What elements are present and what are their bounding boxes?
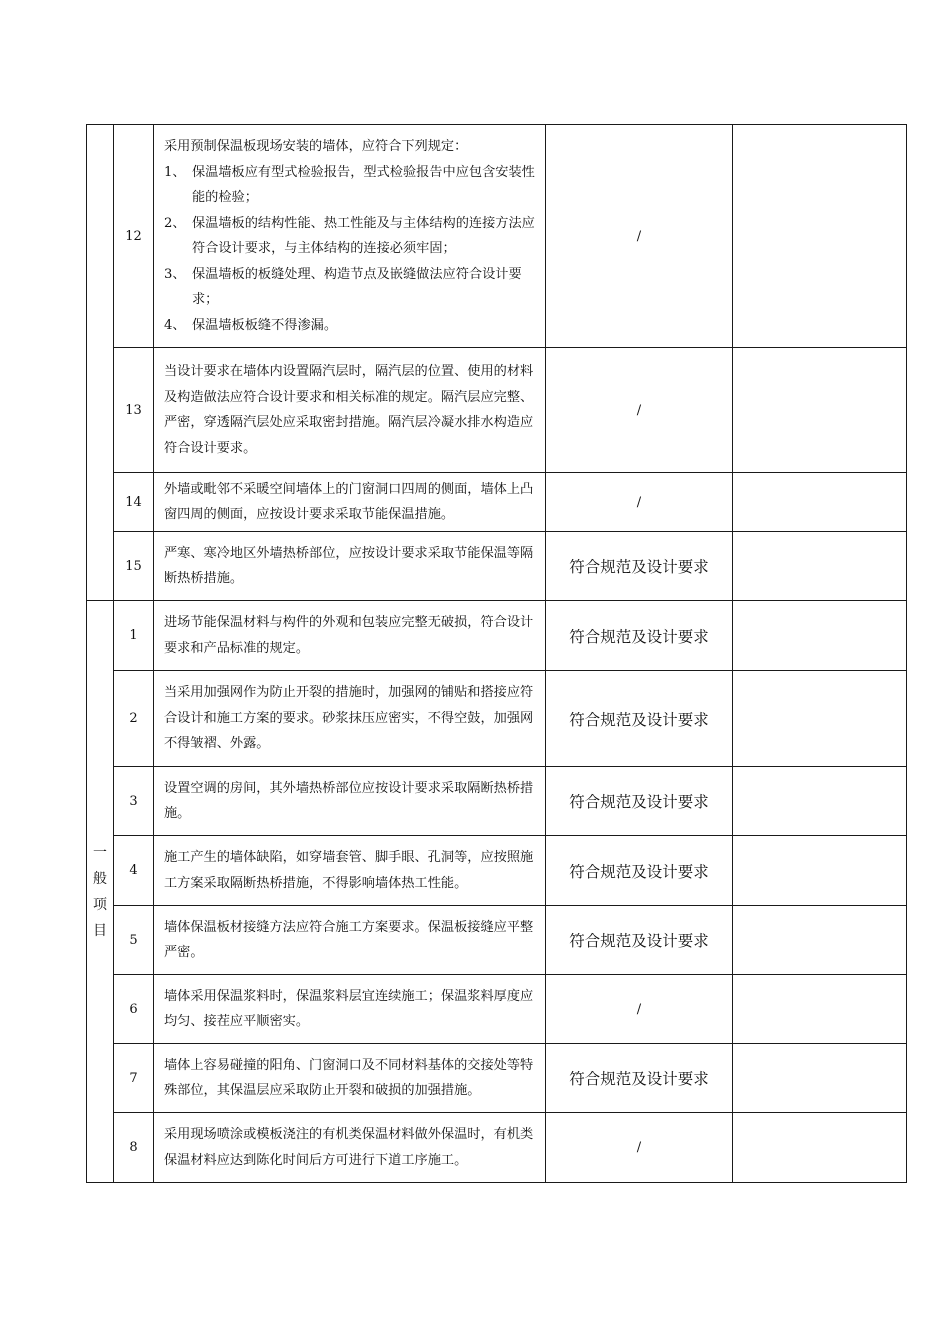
table-row: [87, 836, 907, 906]
requirement-subitem: 3、 保温墙板的板缝处理、构造节点及嵌缝做法应符合设计要求；: [164, 266, 522, 307]
remark-cell: [733, 601, 907, 671]
item-number: 5: [114, 906, 154, 975]
table-row: [87, 532, 907, 601]
table-row: [87, 473, 907, 532]
inspection-result: 符合规范及设计要求: [546, 671, 733, 767]
table-row: [87, 348, 907, 473]
requirement-text: 设置空调的房间，其外墙热桥部位应按设计要求采取隔断热桥措施。: [154, 767, 546, 836]
inspection-result: /: [546, 1113, 733, 1183]
remark-cell: [733, 1113, 907, 1183]
remark-cell: [733, 836, 907, 906]
category-char: 般: [93, 870, 107, 887]
remark-cell: [733, 1044, 907, 1113]
item-number: 3: [114, 767, 154, 836]
table-row: [87, 767, 907, 836]
table-row: [87, 1044, 907, 1113]
general-items-category: [87, 601, 114, 1183]
requirement-text: 严寒、寒冷地区外墙热桥部位，应按设计要求采取节能保温等隔断热桥措施。: [154, 532, 546, 601]
item-number: 8: [114, 1113, 154, 1183]
remark-cell: [733, 906, 907, 975]
item-number: 12: [114, 125, 154, 348]
remark-cell: [733, 671, 907, 767]
requirement-text: 外墙或毗邻不采暖空间墙体上的门窗洞口四周的侧面，墙体上凸窗四周的侧面，应按设计要求采取节能保温措施。: [154, 473, 546, 532]
inspection-result: 符合规范及设计要求: [546, 906, 733, 975]
requirement-text: [154, 125, 546, 348]
requirement-text: 墙体采用保温浆料时，保温浆料层宜连续施工；保温浆料厚度应均匀、接茬应平顺密实。: [154, 975, 546, 1044]
inspection-result: 符合规范及设计要求: [546, 601, 733, 671]
remark-cell: [733, 975, 907, 1044]
item-number: 1: [114, 601, 154, 671]
table-row: [87, 1113, 907, 1183]
table-row: [87, 906, 907, 975]
requirement-subitem: 1、 保温墙板应有型式检验报告，型式检验报告中应包含安装性能的检验；: [164, 164, 535, 205]
table-row: [87, 601, 907, 671]
requirement-text: 采用现场喷涂或模板浇注的有机类保温材料做外保温时，有机类保温材料应达到陈化时间后方可进行下道工序施工。: [154, 1113, 546, 1183]
requirement-subitem: 2、 保温墙板的结构性能、热工性能及与主体结构的连接方法应符合设计要求，与主体结构的连接必须牢固；: [164, 215, 535, 256]
item-number: 14: [114, 473, 154, 532]
item-number: 2: [114, 671, 154, 767]
remark-cell: [733, 767, 907, 836]
item-number: 4: [114, 836, 154, 906]
inspection-table: [86, 124, 907, 1183]
requirement-text: 当设计要求在墙体内设置隔汽层时，隔汽层的位置、使用的材料及构造做法应符合设计要求和相关标准的规定。隔汽层应完整、严密，穿透隔汽层处应采取密封措施。隔汽层冷凝水排水构造应符合设计要求。: [154, 348, 546, 473]
requirement-text: 墙体保温板材接缝方法应符合施工方案要求。保温板接缝应平整严密。: [154, 906, 546, 975]
remark-cell: [733, 532, 907, 601]
category-char: 项: [93, 896, 107, 913]
inspection-result: 符合规范及设计要求: [546, 836, 733, 906]
inspection-result: /: [546, 975, 733, 1044]
remark-cell: [733, 125, 907, 348]
table-row: [87, 975, 907, 1044]
inspection-result: /: [546, 348, 733, 473]
inspection-result: 符合规范及设计要求: [546, 532, 733, 601]
table-row: [87, 125, 907, 348]
inspection-result: /: [546, 125, 733, 348]
item-number: 6: [114, 975, 154, 1044]
main-category-cell: [87, 125, 114, 601]
inspection-result: 符合规范及设计要求: [546, 767, 733, 836]
item-number: 15: [114, 532, 154, 601]
table-row: [87, 671, 907, 767]
requirement-intro: 采用预制保温板现场安装的墙体，应符合下列规定：: [164, 139, 468, 154]
requirement-text: 施工产生的墙体缺陷，如穿墙套管、脚手眼、孔洞等，应按照施工方案采取隔断热桥措施，不得影响墙体热工性能。: [154, 836, 546, 906]
remark-cell: [733, 473, 907, 532]
requirement-text: 墙体上容易碰撞的阳角、门窗洞口及不同材料基体的交接处等特殊部位，其保温层应采取防止开裂和破损的加强措施。: [154, 1044, 546, 1113]
requirement-text: 当采用加强网作为防止开裂的措施时，加强网的铺贴和搭接应符合设计和施工方案的要求。砂浆抹压应密实，不得空鼓，加强网不得皱褶、外露。: [154, 671, 546, 767]
category-char: 目: [93, 922, 107, 939]
item-number: 13: [114, 348, 154, 473]
category-char: 一: [93, 844, 107, 861]
inspection-result: /: [546, 473, 733, 532]
item-number: 7: [114, 1044, 154, 1113]
remark-cell: [733, 348, 907, 473]
requirement-subitem: 4、 保温墙板板缝不得渗漏。: [164, 317, 338, 333]
requirement-text: 进场节能保温材料与构件的外观和包装应完整无破损，符合设计要求和产品标准的规定。: [154, 601, 546, 671]
inspection-result: 符合规范及设计要求: [546, 1044, 733, 1113]
